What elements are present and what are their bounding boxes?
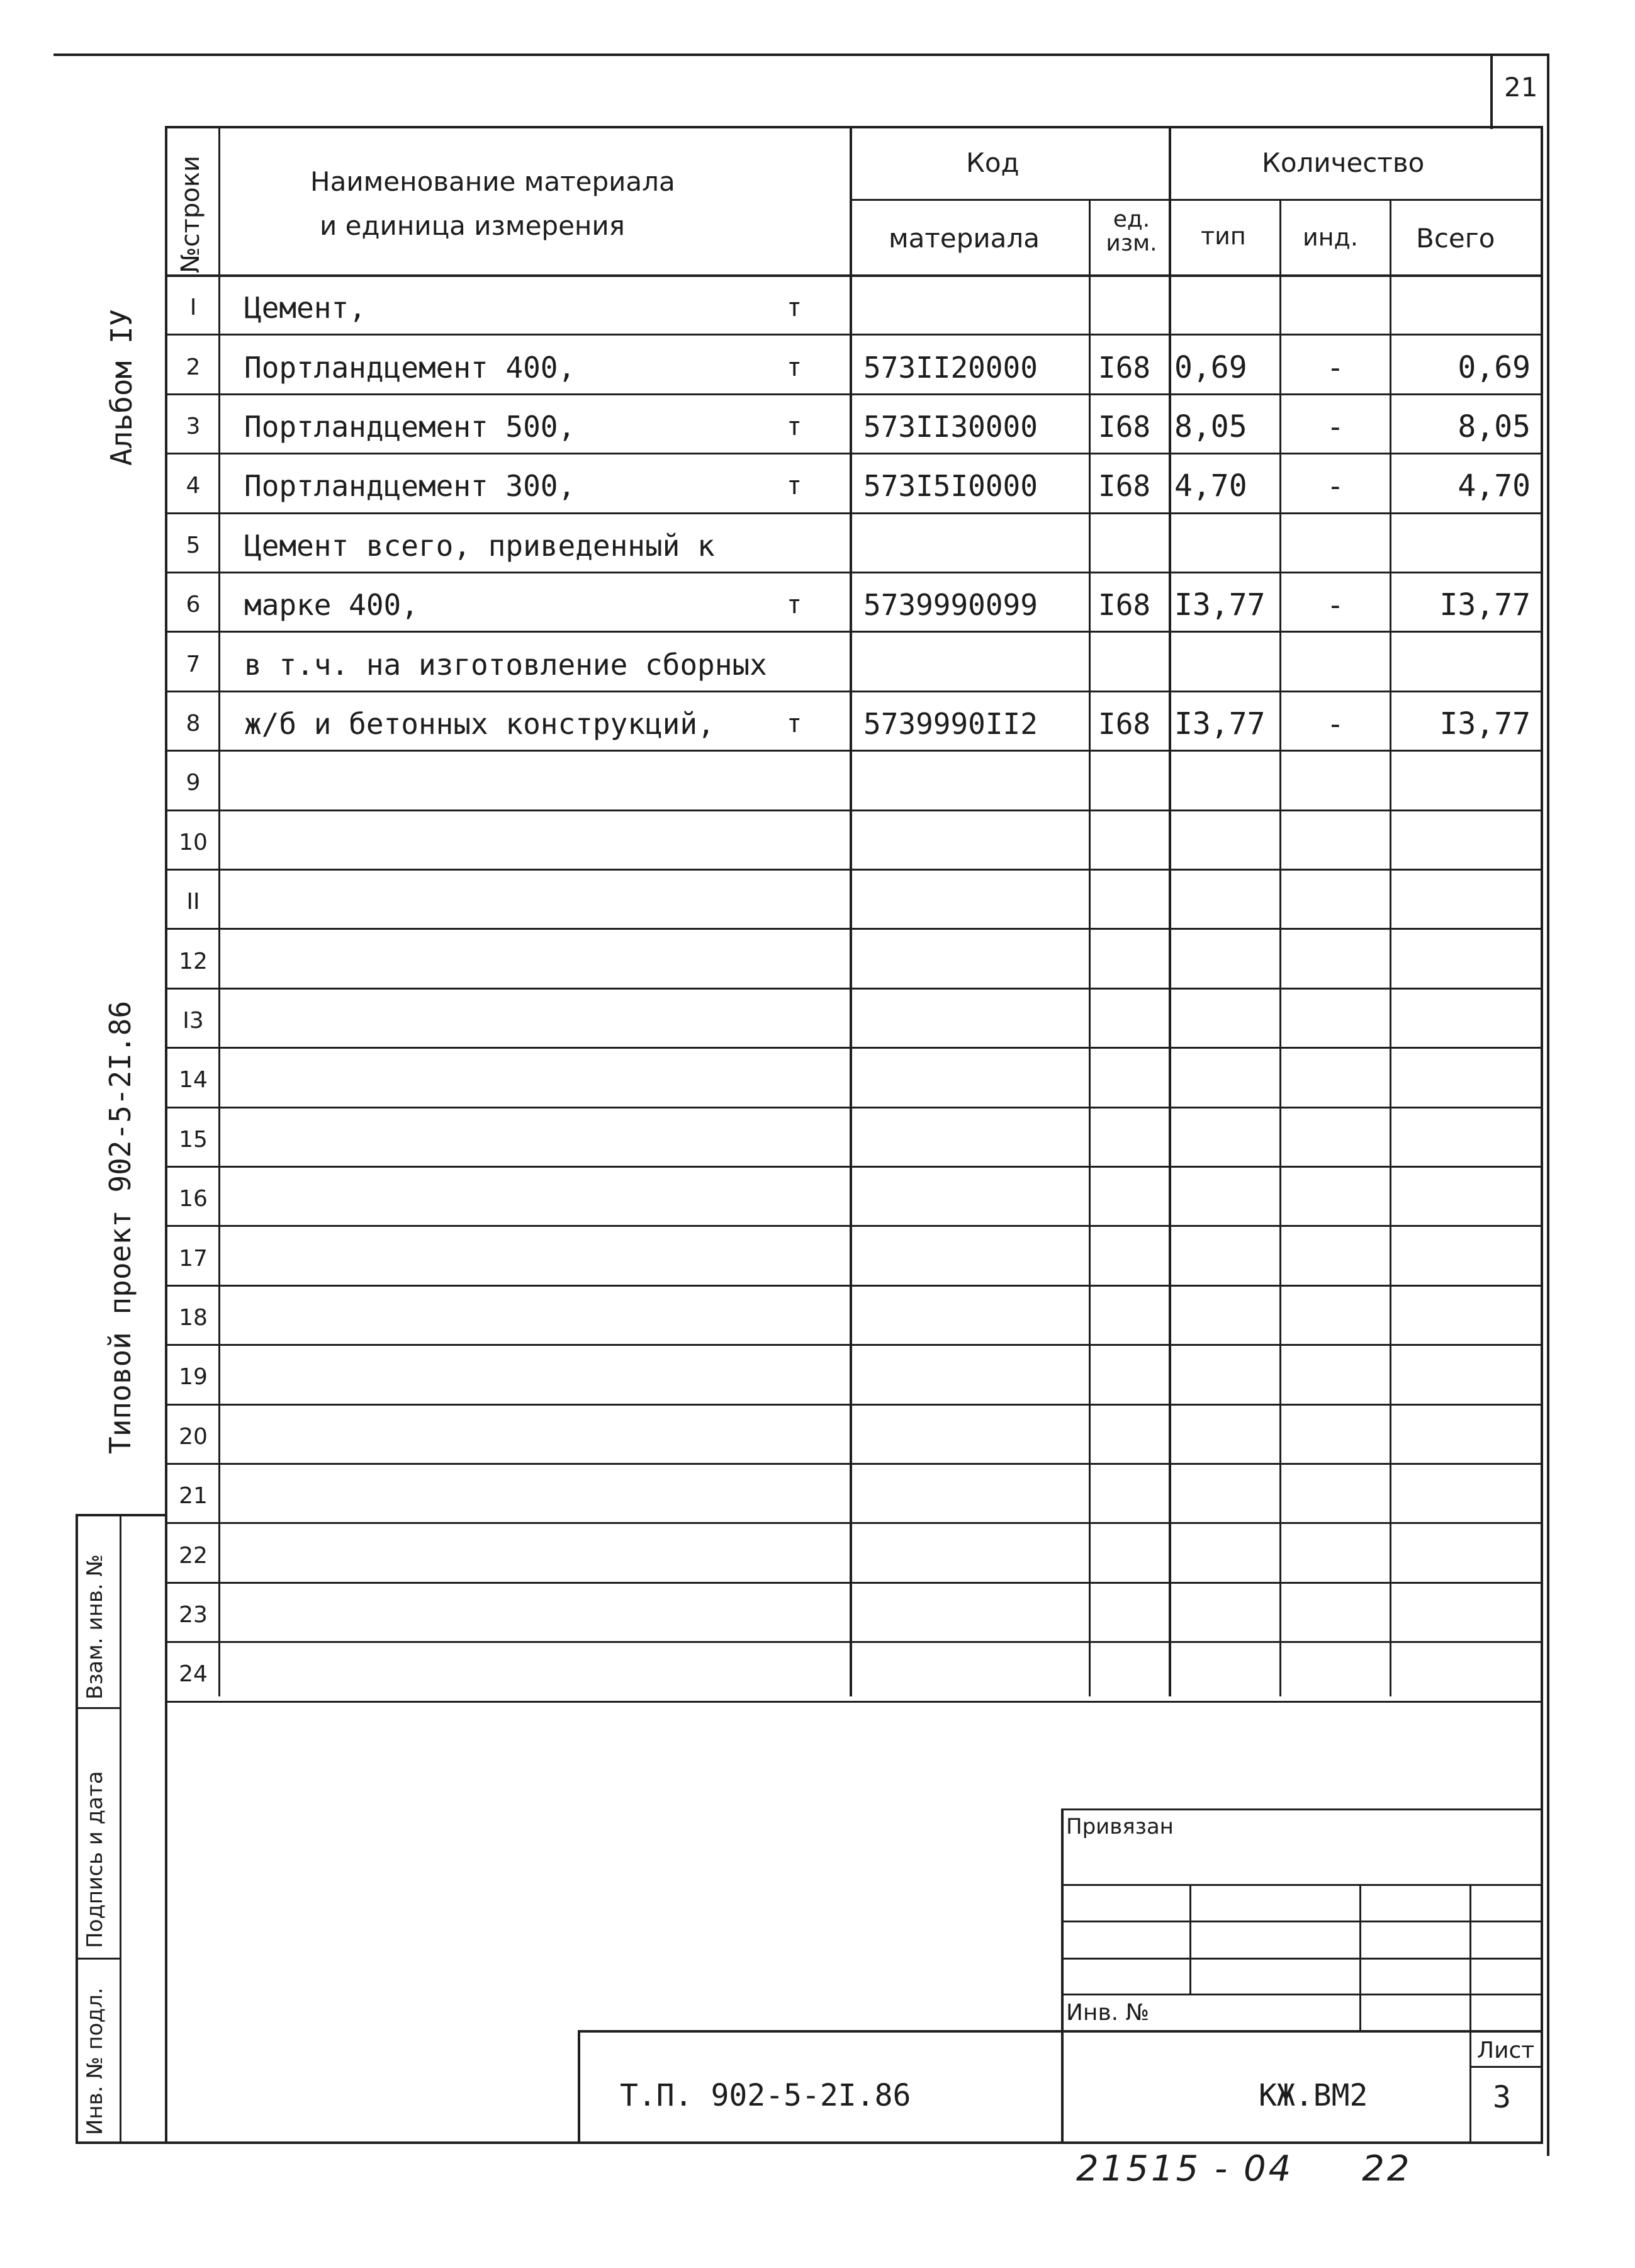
unit-code: I68 (1098, 588, 1151, 623)
row-line (165, 1047, 1543, 1049)
stamp-bottom (76, 2141, 165, 2144)
row-line (165, 1166, 1543, 1168)
header-code-material: материала (889, 223, 1040, 254)
header-code: Код (966, 147, 1020, 178)
header-name-line1: Наименование материала (310, 166, 675, 197)
material-name: ж/б и бетонных конструкций, (244, 707, 715, 741)
header-name-line2: и единица измерения (320, 210, 625, 241)
row-line (165, 631, 1543, 633)
unit-code: I68 (1098, 350, 1151, 385)
table-top-border (165, 126, 1543, 128)
material-name: в т.ч. на изготовление сборных (244, 647, 767, 682)
row-line (165, 810, 1543, 811)
row-number: 24 (179, 1661, 208, 1688)
row-number: 8 (186, 711, 201, 736)
row-number: 23 (179, 1602, 208, 1628)
row-number: 10 (179, 829, 208, 855)
header-row-no: №строки (176, 155, 205, 273)
material-unit: т (787, 353, 802, 382)
header-bottom (165, 274, 1543, 277)
row-number: 16 (179, 1186, 208, 1212)
qty-type: 0,69 (1174, 349, 1247, 385)
footer-handwritten-number: 21515 - 04 22 (1076, 2148, 1412, 2189)
side-label-project: Типовой проект 902-5-2I.86 (103, 1000, 137, 1454)
row-line (165, 750, 1543, 752)
row-number: 15 (179, 1126, 208, 1153)
row-number: I3 (183, 1008, 204, 1034)
row-line (165, 512, 1543, 514)
material-name: Портландцемент 400, (244, 350, 576, 385)
material-name: Портландцемент 500, (244, 410, 576, 444)
material-unit: т (787, 293, 802, 323)
stamp-left (76, 1514, 78, 2143)
material-name: Портландцемент 300, (244, 469, 576, 504)
header-qty-type: тип (1201, 222, 1246, 250)
tb-privyazan: Привязан (1066, 1814, 1174, 1839)
row-line (165, 1641, 1543, 1643)
row-line (165, 1285, 1543, 1287)
material-code: 573II20000 (863, 350, 1038, 385)
tb-doc-code: Т.П. 902-5-2I.86 (620, 2078, 911, 2113)
tb-inv-no: Инв. № (1066, 2000, 1150, 2026)
header-qty-total: Всего (1416, 223, 1495, 254)
qty-type: I3,77 (1174, 706, 1266, 742)
row-line (165, 1107, 1543, 1109)
row-number: 3 (186, 414, 201, 439)
row-line (165, 988, 1543, 990)
unit-code: I68 (1098, 707, 1151, 741)
row-number: 7 (186, 651, 201, 677)
row-number: 2 (186, 354, 201, 380)
row-line (165, 1522, 1543, 1524)
stamp-divider (120, 1514, 121, 2143)
qty-ind: - (1327, 350, 1344, 385)
stamp-vzam-inv: Взам. инв. № (82, 1554, 108, 1700)
stamp-sep-1 (76, 1707, 121, 1709)
row-number: 6 (186, 592, 201, 618)
row-number: II (186, 889, 200, 915)
tb-sheet-no: 3 (1493, 2080, 1511, 2115)
row-line (165, 1344, 1543, 1346)
tb-vline-1 (1189, 1884, 1191, 1995)
row-line (165, 334, 1543, 336)
tb-main-top (578, 2030, 1543, 2033)
material-code: 573I5I0000 (863, 469, 1038, 504)
stamp-sep-2 (76, 1958, 121, 1960)
material-unit: т (787, 471, 802, 501)
row-line (165, 1225, 1543, 1227)
page-number-box-left (1490, 54, 1493, 129)
material-name: марке 400, (244, 588, 419, 623)
row-line (165, 928, 1543, 930)
header-code-unit: ед. изм. (1106, 206, 1157, 256)
qty-ind: - (1327, 588, 1344, 623)
row-number: 4 (186, 473, 201, 499)
material-name: Цемент всего, приведенный к (244, 528, 715, 563)
col-line-5 (1279, 200, 1281, 1696)
row-line (165, 393, 1543, 395)
qty-ind: - (1327, 410, 1344, 444)
table-bottom-border (165, 2141, 1543, 2144)
row-number: 18 (179, 1305, 208, 1331)
material-code: 5739990II2 (863, 707, 1038, 741)
row-line (165, 1404, 1543, 1406)
header-subline (850, 199, 1542, 201)
header-qty-ind: инд. (1303, 223, 1358, 251)
row-line (165, 869, 1543, 871)
tb-left-upper (1061, 1808, 1064, 2143)
row-number: 17 (179, 1245, 208, 1272)
qty-total: 8,05 (1458, 409, 1531, 444)
qty-type: I3,77 (1174, 587, 1266, 623)
row-number: 20 (179, 1423, 208, 1450)
outer-right-border (1547, 54, 1549, 2156)
header-quantity: Количество (1262, 147, 1425, 178)
qty-type: 8,05 (1174, 409, 1247, 444)
row-number: 19 (179, 1364, 208, 1391)
material-name: Цемент, (244, 291, 366, 325)
unit-code: I68 (1098, 469, 1151, 504)
row-number: 21 (179, 1483, 208, 1509)
qty-type: 4,70 (1174, 468, 1247, 504)
unit-code: I68 (1098, 410, 1151, 444)
row-line (165, 572, 1543, 573)
qty-total: 0,69 (1458, 349, 1531, 385)
tb-sheet-label: Лист (1477, 2038, 1535, 2063)
material-unit: т (787, 709, 802, 738)
page-number: 21 (1504, 72, 1538, 103)
tb-vline-3 (1469, 1884, 1471, 2143)
row-number: 14 (179, 1067, 208, 1093)
row-line (165, 1701, 1543, 1703)
table-right-border (1541, 126, 1543, 2143)
tb-sheet-sep (1469, 2066, 1543, 2068)
top-rule (53, 54, 1548, 56)
tb-top (1061, 1808, 1543, 1810)
col-line-4 (1169, 126, 1171, 1696)
qty-ind: - (1327, 707, 1344, 741)
col-line-3 (1089, 200, 1091, 1696)
tb-main-left (578, 2030, 580, 2143)
qty-ind: - (1327, 469, 1344, 504)
row-number: 9 (186, 770, 201, 796)
material-unit: т (787, 590, 802, 620)
qty-total: I3,77 (1439, 587, 1531, 623)
row-number: I (189, 295, 197, 321)
row-line (165, 691, 1543, 692)
tb-mark: КЖ.ВМ2 (1259, 2078, 1368, 2113)
row-line (165, 1582, 1543, 1584)
qty-total: I3,77 (1439, 706, 1531, 742)
row-number: 22 (179, 1542, 208, 1569)
tb-vline-2 (1359, 1884, 1361, 2030)
qty-total: 4,70 (1458, 468, 1531, 504)
row-line (165, 1463, 1543, 1465)
side-label-album: Альбом IУ (104, 308, 138, 466)
material-code: 573II30000 (863, 410, 1038, 444)
stamp-podpis-data: Подпись и дата (82, 1771, 108, 1948)
row-number: 5 (186, 532, 201, 558)
stamp-inv-podl: Инв. № подл. (82, 1987, 108, 2135)
col-line-2 (850, 126, 852, 1696)
material-unit: т (787, 412, 802, 441)
row-line (165, 453, 1543, 454)
material-code: 5739990099 (863, 588, 1038, 623)
row-number: 12 (179, 948, 208, 974)
